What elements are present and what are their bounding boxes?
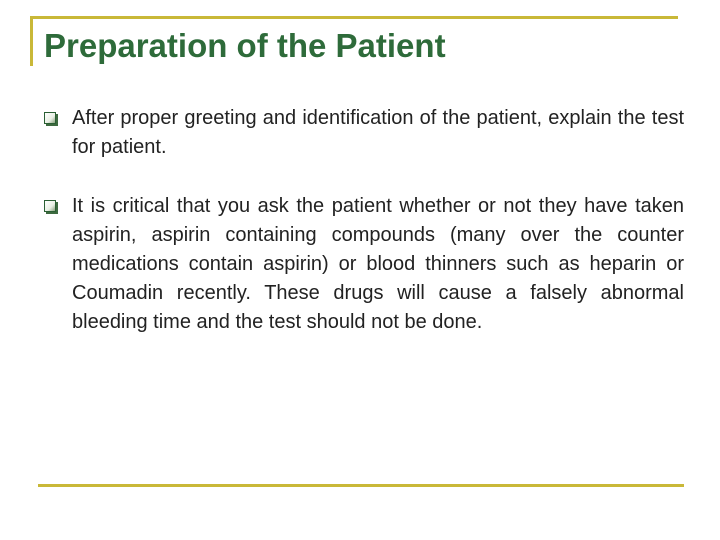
checkbox-bullet-icon — [44, 112, 56, 124]
bullet-text: It is critical that you ask the patient whether or not they have taken aspirin, aspirin containing compounds (many over the counter medications contain aspirin) or blood thinners such as heparin or Coumadin recently. These drugs will cause a falsely abnormal bleeding time and the test should not be done. — [72, 195, 684, 333]
bullet-list — [44, 104, 684, 367]
bullet-item-1 — [44, 104, 684, 162]
bottom-divider — [38, 484, 684, 487]
bullet-text: After proper greeting and identification of the patient, explain the test for patient. — [72, 107, 684, 158]
bullet-item-2 — [44, 192, 684, 337]
slide-title: Preparation of the Patient — [44, 27, 446, 64]
checkbox-bullet-icon — [44, 200, 56, 212]
